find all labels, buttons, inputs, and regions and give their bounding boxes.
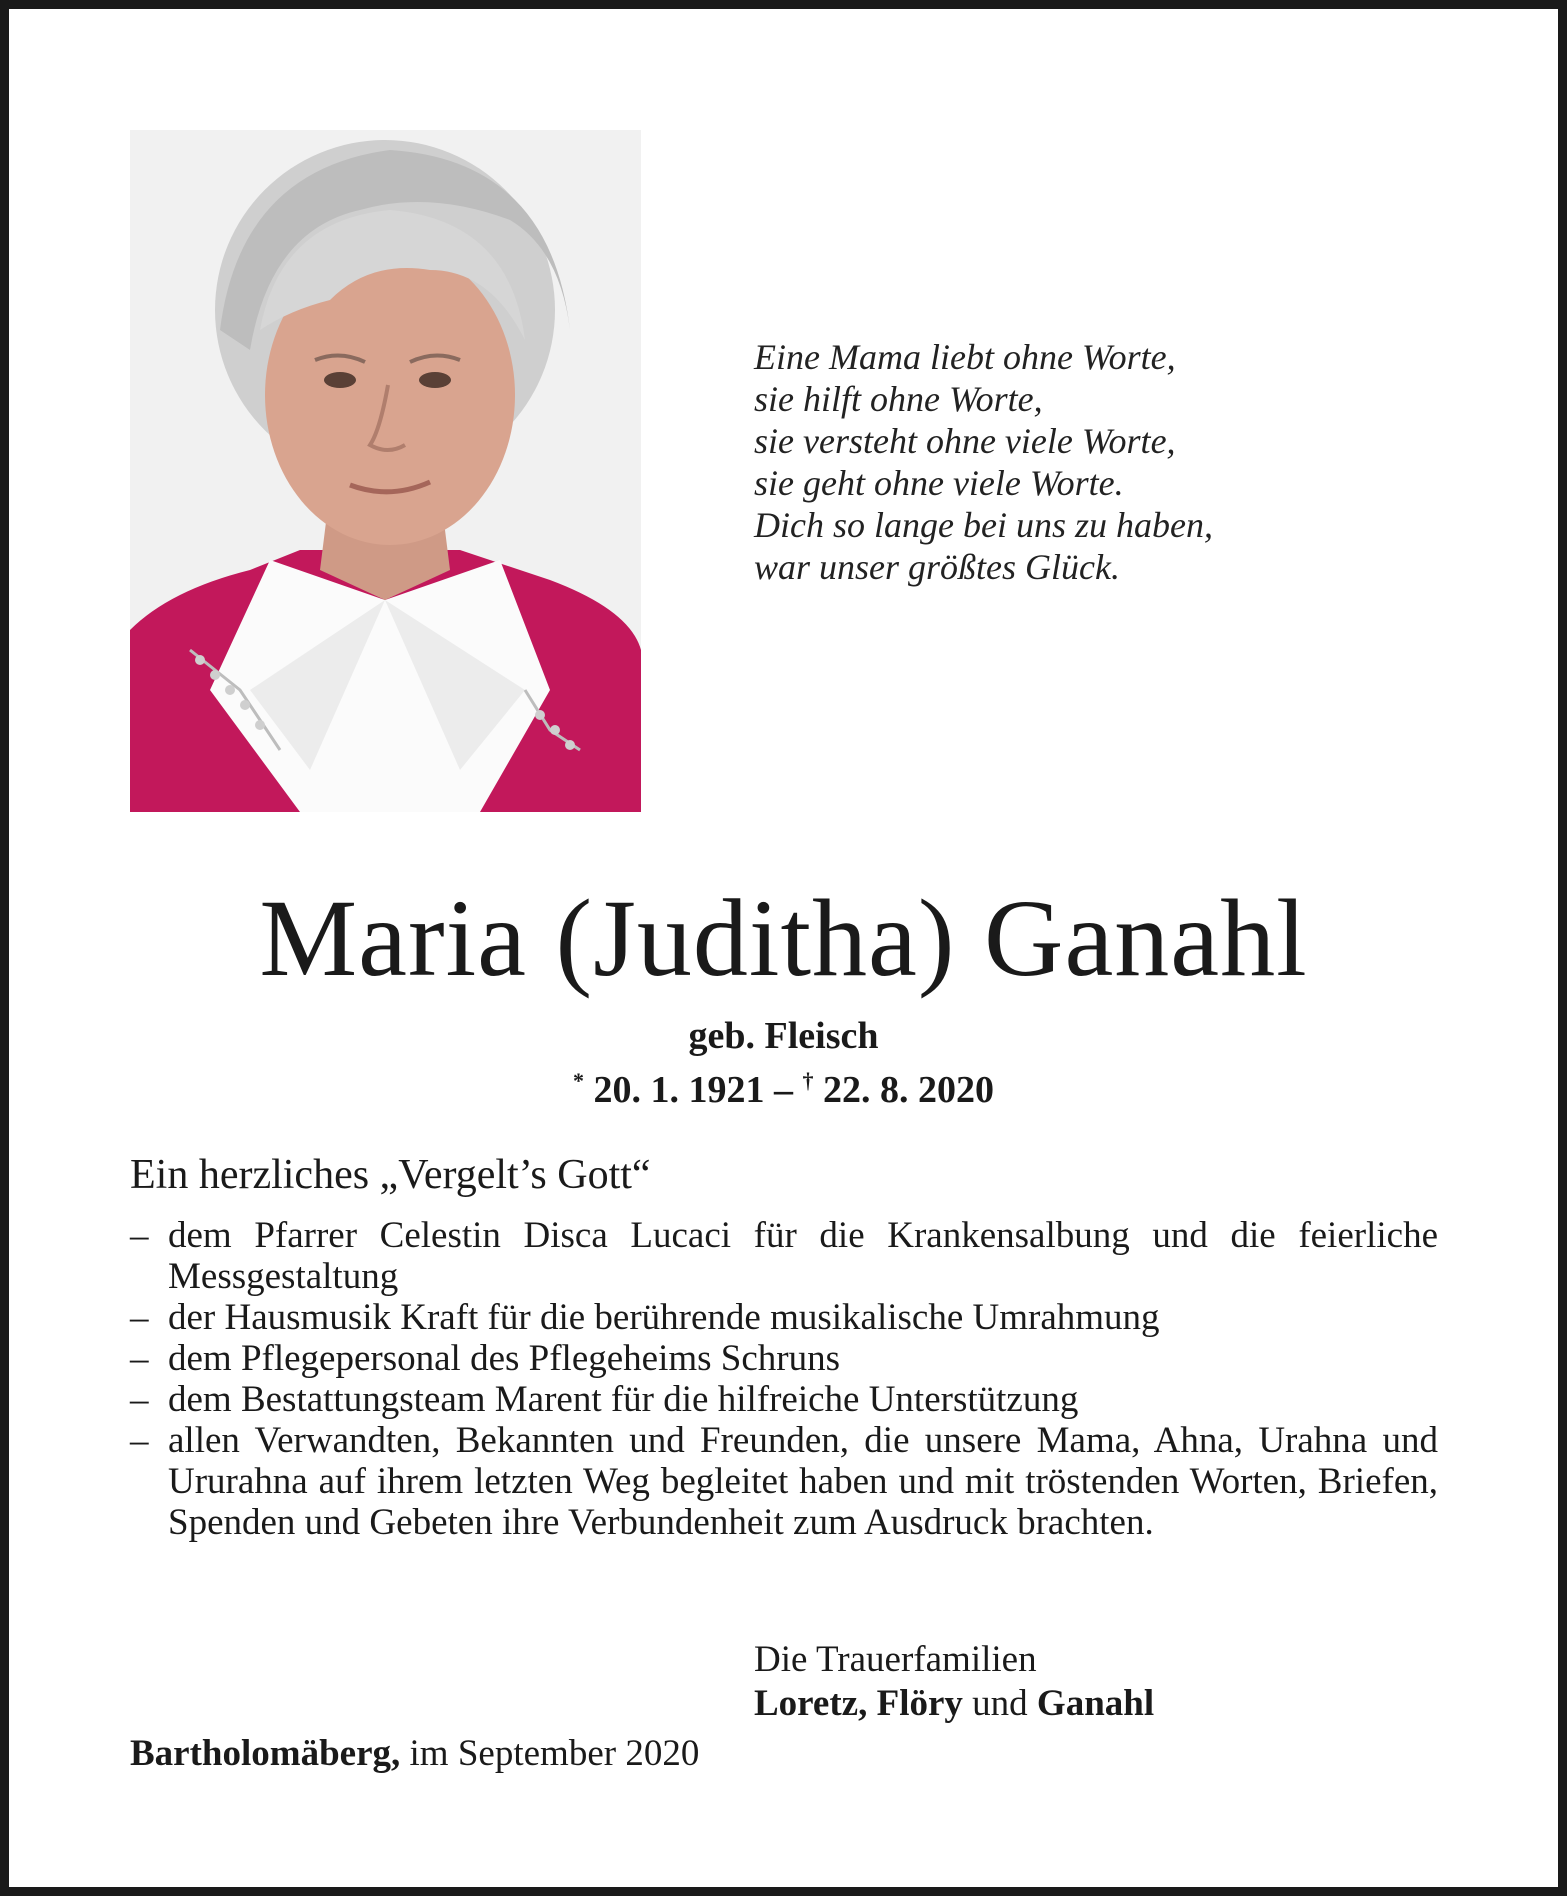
dash: – bbox=[130, 1297, 149, 1338]
list-item bbox=[130, 1379, 1438, 1420]
dash: – bbox=[130, 1420, 149, 1461]
place-date bbox=[130, 1732, 699, 1776]
place-name: Bartholomäberg, bbox=[130, 1733, 401, 1774]
signature-families bbox=[754, 1682, 1154, 1726]
portrait-photo bbox=[130, 130, 641, 812]
poem-line: sie versteht ohne viele Worte, bbox=[754, 421, 1176, 461]
poem-line: Dich so lange bei uns zu haben, bbox=[754, 505, 1213, 545]
thanks-heading: Ein herzliches „Vergelt’s Gott“ bbox=[130, 1152, 651, 1198]
dash: – bbox=[130, 1215, 149, 1256]
family-name: Ganahl bbox=[1036, 1683, 1155, 1724]
list-item-text: dem Pfarrer Celestin Disca Lucaci für die Krankensalbung und die feierliche Messgestaltung bbox=[168, 1215, 1438, 1297]
dash: – bbox=[130, 1338, 149, 1379]
poem-line: Eine Mama liebt ohne Worte, bbox=[754, 337, 1176, 377]
date-separator: – bbox=[764, 1069, 803, 1111]
poem-line: sie hilft ohne Worte, bbox=[754, 379, 1043, 419]
family-name: Loretz, bbox=[754, 1683, 868, 1724]
signature-connector: und bbox=[972, 1683, 1028, 1724]
list-item-text: allen Verwandten, Bekannten und Freunden, die unsere Mama, Ahna, Urahna und Ururahna auf ihrem letzten Weg begleitet haben und mit tröstenden Worten, Briefen, Spenden und Gebeten ihre Verbundenheit zum Ausdruck brachten. bbox=[168, 1420, 1438, 1543]
poem-line: war unser größtes Glück. bbox=[754, 547, 1120, 587]
list-item bbox=[130, 1215, 1438, 1297]
poem-line: sie geht ohne viele Worte. bbox=[754, 463, 1124, 503]
death-date: 22. 8. 2020 bbox=[823, 1069, 994, 1111]
list-item-text: der Hausmusik Kraft für die berührende musikalische Umrahmung bbox=[168, 1297, 1160, 1338]
birth-date: 20. 1. 1921 bbox=[593, 1069, 765, 1111]
death-symbol: † bbox=[802, 1068, 814, 1093]
date-text: im September 2020 bbox=[409, 1733, 700, 1774]
list-item bbox=[130, 1420, 1438, 1543]
life-dates bbox=[0, 1059, 1567, 1112]
list-item bbox=[130, 1297, 1438, 1338]
dash: – bbox=[130, 1379, 149, 1420]
list-item-text: dem Bestattungsteam Marent für die hilfreiche Unterstützung bbox=[168, 1379, 1079, 1420]
signature bbox=[754, 1638, 1154, 1726]
list-item-text: dem Pflegepersonal des Pflegeheims Schruns bbox=[168, 1338, 841, 1379]
poem bbox=[754, 336, 1434, 588]
thanks-list bbox=[130, 1215, 1438, 1543]
list-item bbox=[130, 1338, 1438, 1379]
birth-symbol: * bbox=[573, 1068, 584, 1093]
deceased-name: Maria (Juditha) Ganahl bbox=[259, 877, 1308, 999]
signature-line: Die Trauerfamilien bbox=[754, 1639, 1037, 1680]
family-name: Flöry bbox=[876, 1683, 963, 1724]
maiden-name: geb. Fleisch bbox=[688, 1015, 879, 1057]
